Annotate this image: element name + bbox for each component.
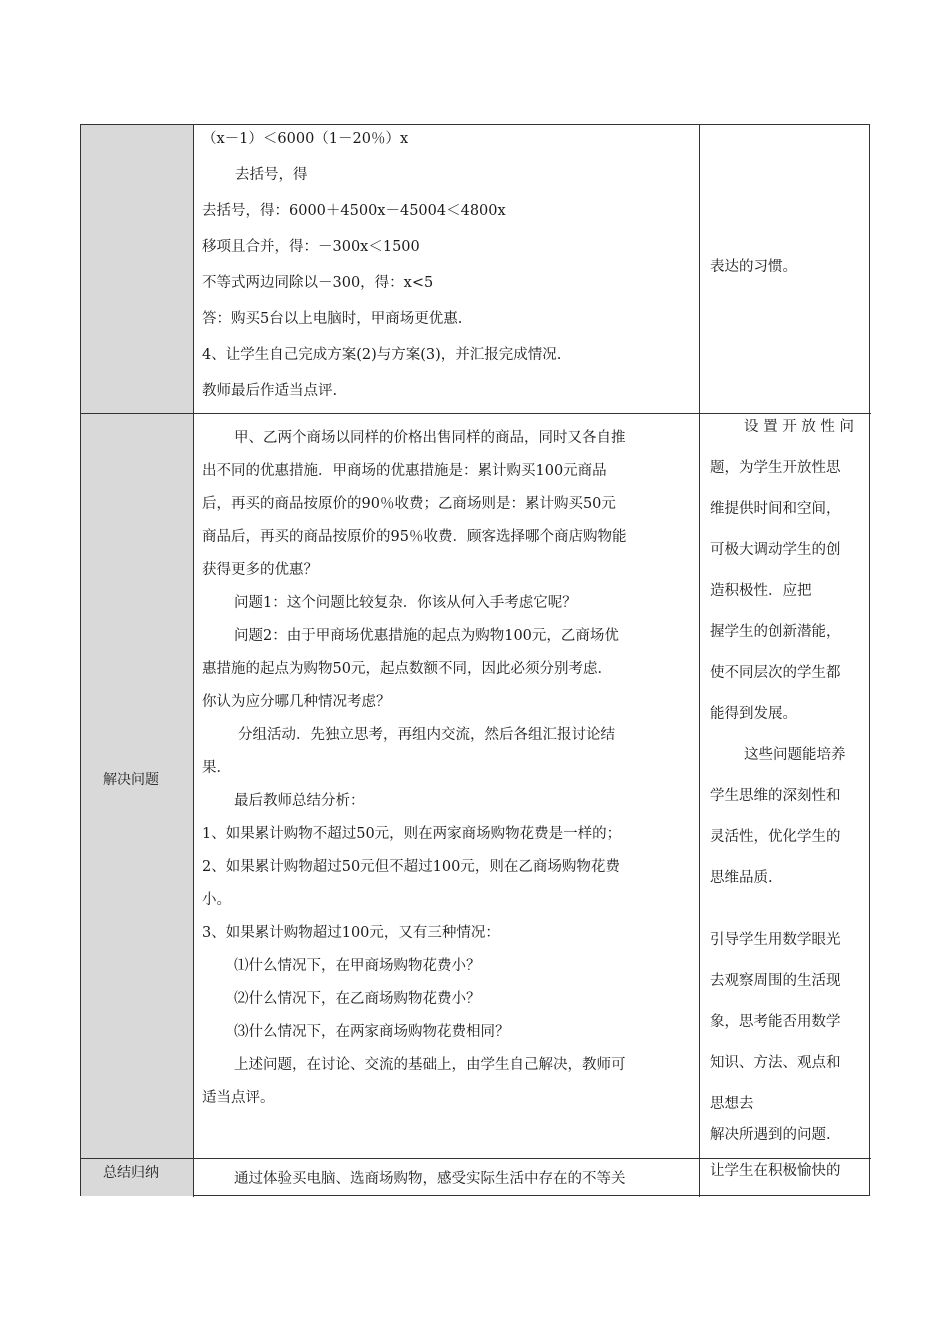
content-cell-row3: [194, 1159, 699, 1196]
content-line: 获得更多的优惠？: [202, 562, 318, 578]
content-line: 不等式两边同除以－300，得：x<5: [202, 275, 434, 291]
content-line: 问题1：这个问题比较复杂．你该从何入手考虑它呢？: [234, 595, 577, 611]
note-line: 知识、方法、观点和: [710, 1055, 841, 1071]
row-label-solve-problem: 解决问题: [103, 772, 159, 788]
note-line: 学生思维的深刻性和: [710, 788, 841, 804]
note-line: 象，思考能否用数学: [710, 1014, 841, 1030]
content-line: 分组活动．先独立思考，再组内交流，然后各组汇报讨论结: [238, 727, 615, 743]
content-line: 商品后，再买的商品按原价的95％收费．顾客选择哪个商店购物能: [202, 529, 627, 545]
content-line: 去括号，得：6000＋4500x－45004＜4800x: [202, 203, 506, 219]
note-line: 维提供时间和空间，: [710, 501, 841, 517]
content-line: 果．: [202, 760, 231, 776]
note-cell-row1: [700, 125, 870, 413]
lesson-plan-table: [80, 124, 870, 1196]
content-line: 3、如果累计购物超过100元，又有三种情况：: [202, 925, 500, 941]
content-line: 答：购买5台以上电脑时，甲商场更优惠.: [202, 311, 463, 327]
label-cell-row1: [81, 125, 193, 413]
note-line: 引导学生用数学眼光: [710, 932, 841, 948]
content-line: 后，再买的商品按原价的90％收费；乙商场则是：累计购买50元: [202, 496, 616, 512]
note-cell-row2: [700, 414, 870, 1158]
row-label-summary: 总结归纳: [103, 1165, 159, 1181]
note-line: 使不同层次的学生都: [710, 665, 841, 681]
content-line: 甲、乙两个商场以同样的价格出售同样的商品，同时又各自推: [234, 430, 626, 446]
note-line: 设 置 开 放 性 问: [744, 419, 855, 435]
content-line: ⑴什么情况下，在甲商场购物花费小？: [234, 958, 481, 974]
note-line: 去观察周围的生活现: [710, 973, 841, 989]
note-line: 灵活性，优化学生的: [710, 829, 841, 845]
note-line: 思维品质.: [710, 870, 773, 886]
label-cell-row2: [81, 414, 193, 1158]
content-line: 你认为应分哪几种情况考虑？: [202, 694, 391, 710]
content-cell-row2: [194, 414, 699, 1158]
content-line: 去括号，得: [235, 167, 308, 183]
note-line: 让学生在积极愉快的: [710, 1163, 841, 1179]
content-cell-row1: [194, 125, 699, 413]
content-line: 1、如果累计购物不超过50元，则在两家商场购物花费是一样的；: [202, 826, 622, 842]
content-line: 最后教师总结分析：: [234, 793, 365, 809]
note-line: 能得到发展。: [710, 706, 797, 722]
content-line: 2、如果累计购物超过50元但不超过100元，则在乙商场购物花费: [202, 859, 620, 875]
note-line: 题，为学生开放性思: [710, 460, 841, 476]
content-line: 4、让学生自己完成方案(2)与方案(3)，并汇报完成情况.: [202, 347, 562, 363]
note-line: 表达的习惯。: [710, 259, 797, 275]
note-line: 解决所遇到的问题.: [710, 1127, 831, 1143]
content-line: 小。: [202, 892, 231, 908]
note-cell-row3: [700, 1159, 870, 1196]
content-line: 问题2：由于甲商场优惠措施的起点为购物100元，乙商场优: [234, 628, 619, 644]
content-line: 上述问题，在讨论、交流的基础上，由学生自己解决，教师可: [234, 1057, 626, 1073]
note-line: 这些问题能培养: [744, 747, 846, 763]
content-line: 教师最后作适当点评.: [202, 383, 338, 399]
content-line: 适当点评。: [202, 1090, 275, 1106]
note-line: 思想去: [710, 1096, 754, 1112]
note-line: 可极大调动学生的创: [710, 542, 841, 558]
note-line: 造积极性．应把: [710, 583, 812, 599]
label-cell-row3: [81, 1159, 193, 1196]
content-line: 出不同的优惠措施．甲商场的优惠措施是：累计购买100元商品: [202, 463, 607, 479]
content-line: ⑶什么情况下，在两家商场购物花费相同？: [234, 1024, 510, 1040]
content-line: ⑵什么情况下，在乙商场购物花费小？: [234, 991, 481, 1007]
content-line: （x－1）＜6000（1－20％）x: [202, 131, 409, 147]
content-line: 惠措施的起点为购物50元，起点数额不同，因此必须分别考虑．: [202, 661, 612, 677]
content-line: 移项且合并，得：－300x＜1500: [202, 239, 420, 255]
note-line: 握学生的创新潜能，: [710, 624, 841, 640]
content-line: 通过体验买电脑、选商场购物，感受实际生活中存在的不等关: [234, 1171, 626, 1187]
